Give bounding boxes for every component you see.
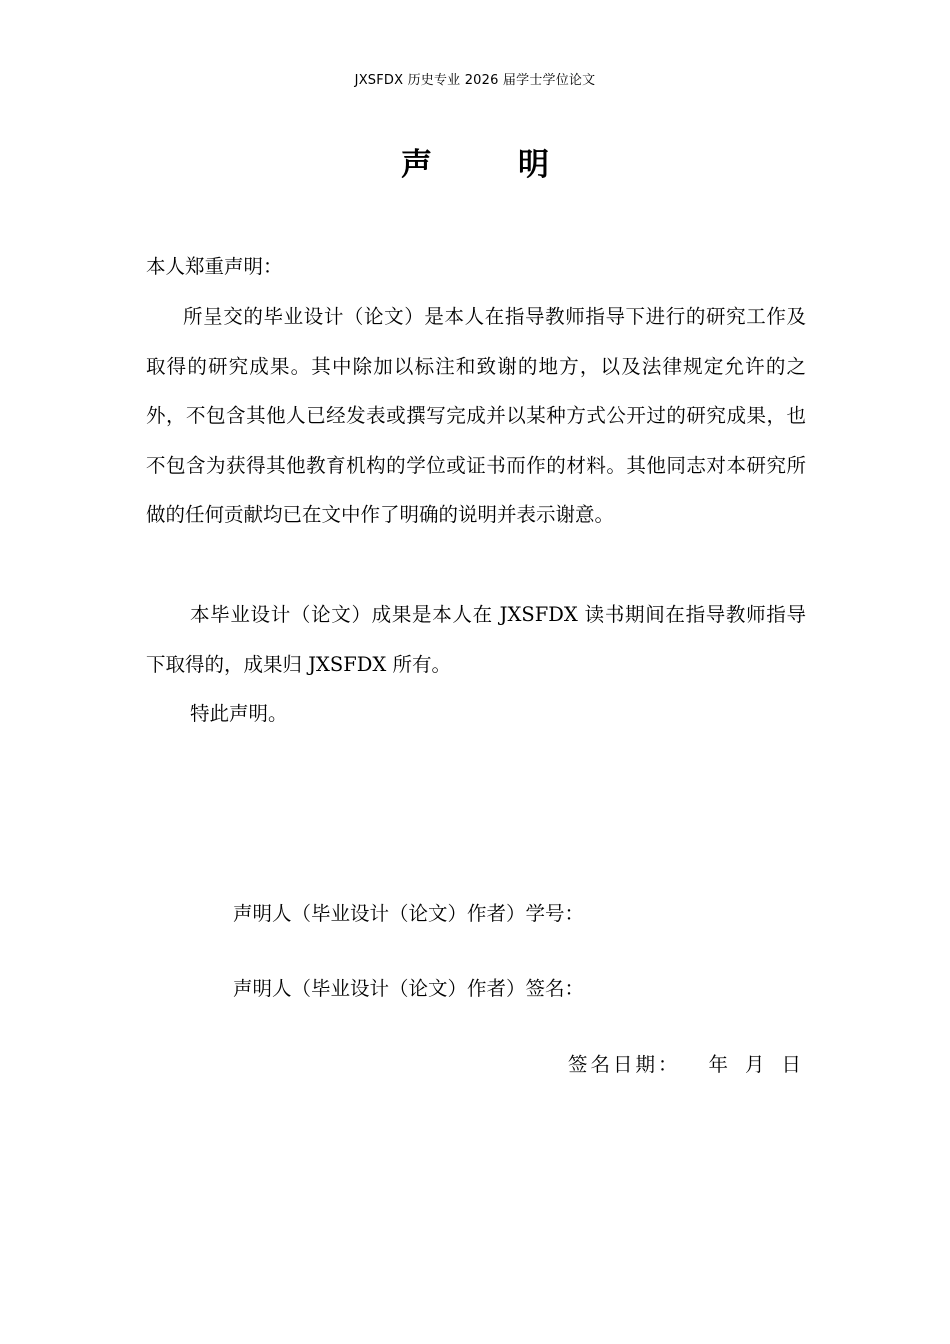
date-month: 月 [744, 1053, 768, 1076]
declaration-intro: 本人郑重声明： [146, 255, 283, 278]
date-day: 日 [781, 1053, 804, 1076]
title-char-2: 明 [518, 147, 549, 183]
date-label: 签名日期： [567, 1053, 681, 1076]
date-year: 年 [708, 1053, 731, 1076]
declaration-closing: 特此声明。 [190, 702, 288, 725]
title-char-1: 声 [401, 147, 432, 183]
running-header: JXSFDX 历史专业 2026 届学士学位论文 [354, 73, 596, 88]
signature-date [568, 1050, 804, 1080]
signature-label: 声明人（毕业设计（论文）作者）签名： [233, 977, 585, 1000]
declaration-paragraph-2: 本毕业设计（论文）成果是本人在 JXSFDX 读书期间在指导教师指导下取得的，成果归 JXSFDX 所有。 [146, 603, 806, 676]
student-id-label: 声明人（毕业设计（论文）作者）学号： [233, 902, 585, 925]
page-title [0, 142, 950, 188]
declaration-paragraph-1: 所呈交的毕业设计（论文）是本人在指导教师指导下进行的研究工作及取得的研究成果。其中除加以标注和致谢的地方，以及法律规定允许的之外，不包含其他人已经发表或撰写完成并以某种方式公开过的研究成果，也不包含为获得其他教育机构的学位或证书而作的材料。其他同志对本研究所做的任何贡献均已在文中作了明确的说明并表示谢意。 [146, 305, 806, 526]
